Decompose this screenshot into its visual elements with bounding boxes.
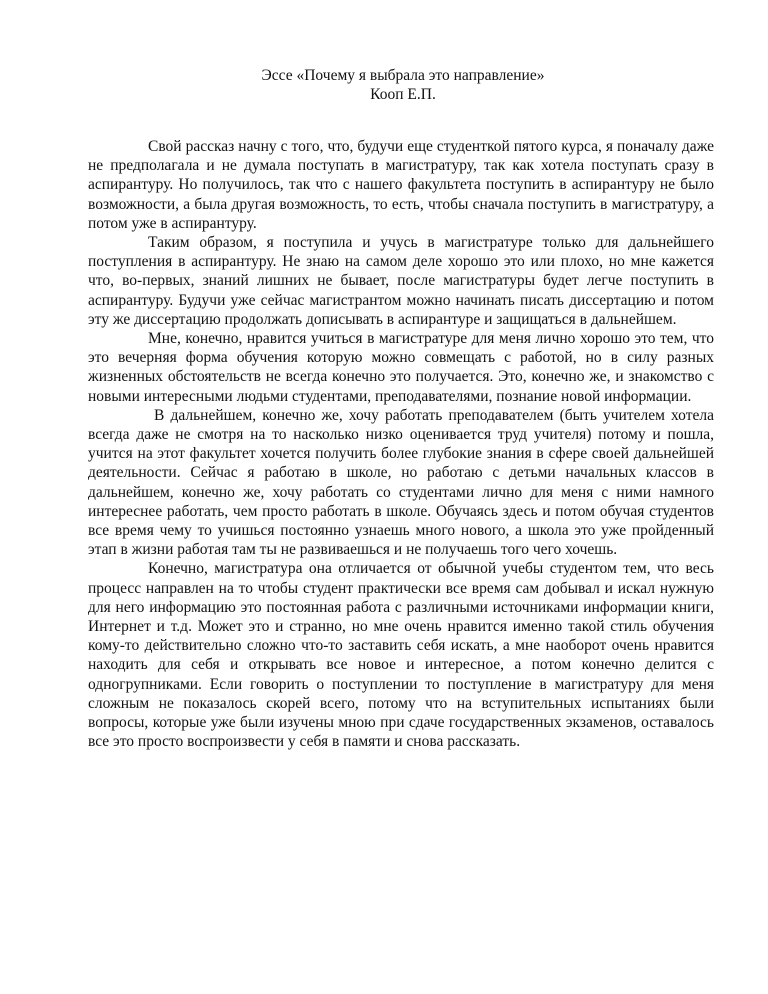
author-name: Кооп Е.П. <box>370 86 436 103</box>
paragraph-2: Таким образом, я поступила и учусь в магистратуре только для дальнейшего поступления в аспирантуру. Не знаю на самом деле хорошо это или плохо, но мне кажется что, во-первых, знаний лишних не бывает, после магистратуры будет легче поступить в аспирантуру. Будучи уже сейчас магистрантом можно начинать писать диссертацию и потом эту же диссертацию продолжать дописывать в аспирантуре и защищаться в дальнейшем. <box>88 234 714 328</box>
paragraph-3: Мне, конечно, нравится учиться в магистратуре для меня лично хорошо это тем, что это вечерняя форма обучения которую можно совмещать с работой, но в силу разных жизненных обстоятельств не всегда конечно это получается. Это, конечно же, и знакомство с новыми интересными людьми студентами, преподавателями, познание новой информации. <box>88 330 714 405</box>
essay-body <box>88 137 714 752</box>
paragraph-5: Конечно, магистратура она отличается от обычной учебы студентом тем, что весь процесс направлен на то чтобы студент практически все время сам добывал и искал нужную для него информацию это постоянная работа с различными источниками информации книги, Интернет и т.д. Может это и странно, но мне очень нравится именно такой стиль обучения кому-то действительно сложно что-то заставить себя искать, а мне наоборот очень нравится находить для себя и открывать все новое и интересное, а потом конечно делится с одногрупниками. Если говорить о поступлении то поступление в магистратуру для меня сложным не показалось скорей всего, потому что на вступительных испытаниях были вопросы, которые уже были изучены мною при сдаче государственных экзаменов, оставалось все это просто воспроизвести у себя в памяти и снова рассказать. <box>88 560 714 751</box>
paragraph-1: Свой рассказ начну с того, что, будучи еще студенткой пятого курса, я поначалу даже не предполагала и не думала поступать в магистратуру, так как хотела поступать сразу в аспирантуру. Но получилось, так что с нашего факультета поступить в аспирантуру не было возможности, а была другая возможность, то есть, чтобы сначала поступить в магистратуру, а потом уже в аспирантуру. <box>88 138 714 232</box>
paragraph-4: В дальнейшем, конечно же, хочу работать преподавателем (быть учителем хотела всегда даже не смотря на то насколько низко оценивается труд учителя) потому и пошла, учится на этот факультет хочется получить более глубокие знания в сфере своей дальнейшей деятельности. Сейчас я работаю в школе, но работаю с детьми начальных классов в дальнейшем, конечно же, хочу работать со студентами лично для меня с ними намного интереснее работать, чем просто работать в школе. Обучаясь здесь и потом обучая студентов все время чему то учишься постоянно узнаешь много нового, а школа это уже пройденный этап в жизни работая там ты не развиваешься и не получаешь того чего хочешь. <box>88 406 714 559</box>
title-block <box>88 66 714 104</box>
essay-title: Эссе «Почему я выбрала это направление» <box>261 67 545 84</box>
